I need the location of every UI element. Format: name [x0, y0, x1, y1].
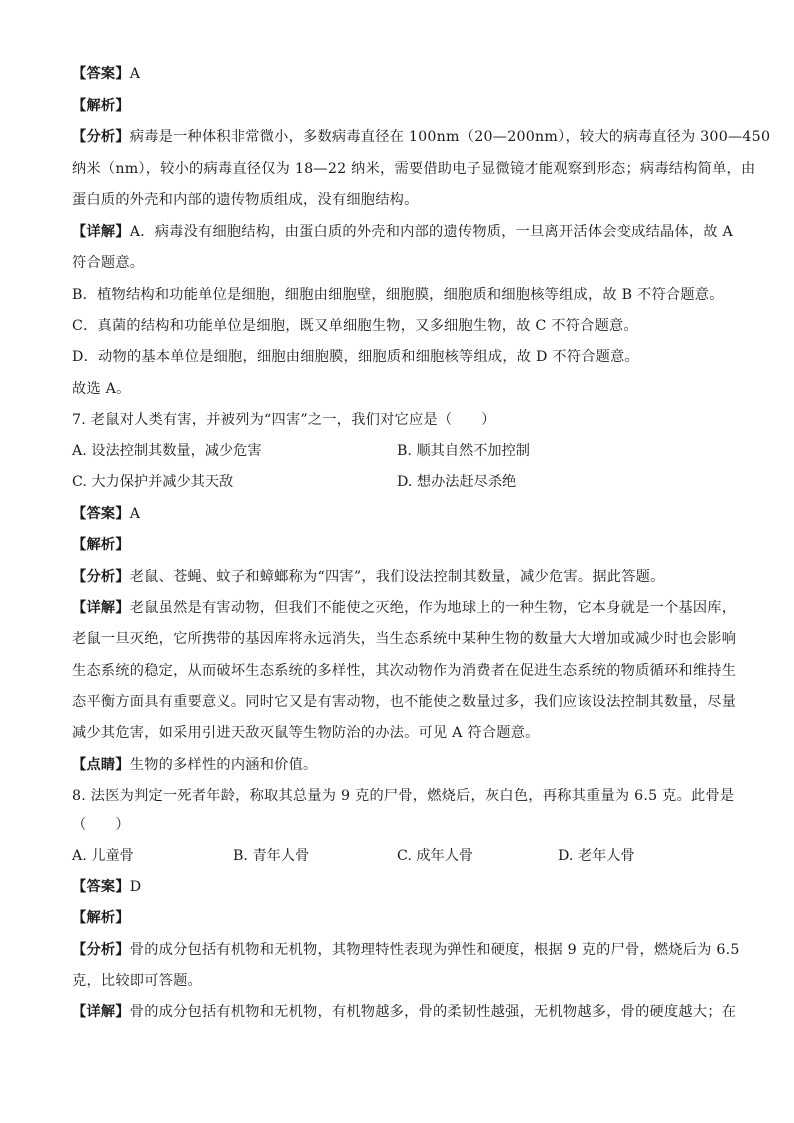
q7-fenxi-line — [72, 567, 665, 587]
xiangjie-line-2: 符合题意。 — [72, 255, 145, 271]
fenxi-line-2: 纳米（nm），较小的病毒直径仅为 18—22 纳米，需要借助电子显微镜才能观察到形态；病毒结构简单，由 — [72, 161, 756, 177]
q7-xiangjie-line-4: 态平衡方面具有重要意义。同时它又是有害动物，也不能使之数量过多，我们应该设法控制其数量，尽量 — [72, 694, 737, 710]
q7-analysis-heading: 【解析】 — [72, 537, 130, 553]
fenxi-line-3: 蛋白质的外壳和内部的遗传物质组成，没有细胞结构。 — [72, 192, 419, 208]
option-explain-d: D．动物的基本单位是细胞，细胞由细胞膜，细胞质和细胞核等组成，故 D 不符合题意。 — [72, 349, 639, 365]
fenxi-text: 病毒是一种体积非常微小，多数病毒直径在 100nm（20—200nm），较大的病毒直径为 300—450 — [129, 129, 771, 145]
fenxi-tag: 【分析】 — [72, 129, 130, 145]
q8-stem-line-1: 8. 法医为判定一死者年龄，称取其总量为 9 克的尸骨，燃烧后，灰白色，再称其重量为 6.5 克。此骨是 — [72, 788, 735, 804]
xiangjie-line-1 — [72, 222, 733, 242]
q8-option-b: B. 青年人骨 — [233, 848, 310, 864]
fenxi-line-1 — [72, 127, 770, 147]
xiangjie-tag: 【详解】 — [72, 600, 130, 616]
answer-tag: 【答案】 — [72, 879, 130, 895]
xiangjie-text: A．病毒没有细胞结构，由蛋白质的外壳和内部的遗传物质，一旦离开活体会变成结晶体，故 A — [129, 224, 734, 240]
answer-tag: 【答案】 — [72, 66, 130, 82]
q7-dianjing-line — [72, 755, 317, 775]
q7-option-c: C. 大力保护并减少其天敌 — [72, 474, 234, 490]
xiangjie-tag: 【详解】 — [72, 1004, 130, 1020]
q8-option-d: D. 老年人骨 — [558, 848, 635, 864]
xiangjie-text: 骨的成分包括有机物和无机物，有机物越多，骨的柔韧性越强，无机物越多，骨的硬度越大；在 — [129, 1004, 737, 1020]
q7-option-d: D. 想办法赶尽杀绝 — [397, 474, 517, 490]
q8-xiangjie-line — [72, 1002, 736, 1022]
q7-stem: 7. 老鼠对人类有害，并被列为“四害”之一，我们对它应是（ ） — [72, 412, 496, 428]
q8-answer-line — [72, 877, 141, 897]
answer-value: A — [129, 506, 141, 522]
q8-stem-line-2: （ ） — [72, 817, 130, 833]
dianjing-tag: 【点睛】 — [72, 757, 130, 773]
fenxi-text: 骨的成分包括有机物和无机物，其物理特性表现为弹性和硬度，根据 9 克的尸骨，燃烧后为 6.5 — [129, 942, 740, 958]
q7-xiangjie-line-2: 老鼠一旦灭绝，它所携带的基因库将永远消失，当生态系统中某种生物的数量大大增加或减少时也会影响 — [72, 631, 737, 647]
option-explain-c: C．真菌的结构和功能单位是细胞，既又单细胞生物，又多细胞生物，故 C 不符合题意。 — [72, 318, 638, 334]
q8-fenxi-line-1 — [72, 940, 740, 960]
answer-tag: 【答案】 — [72, 506, 130, 522]
q7-option-a: A. 设法控制其数量，减少危害 — [72, 443, 262, 459]
answer-line-1 — [72, 64, 140, 84]
xiangjie-text: 老鼠虽然是有害动物，但我们不能使之灭绝，作为地球上的一种生物，它本身就是一个基因库， — [129, 600, 737, 616]
q8-fenxi-line-2: 克，比较即可答题。 — [72, 973, 202, 989]
fenxi-text: 老鼠、苍蝇、蚊子和蟑螂称为“四害”，我们设法控制其数量，减少危害。据此答题。 — [129, 569, 665, 585]
q8-option-c: C. 成年人骨 — [397, 848, 474, 864]
q7-xiangjie-line-5: 减少其危害，如采用引进天敌灭鼠等生物防治的办法。可见 A 符合题意。 — [72, 725, 540, 741]
q8-option-a: A. 儿童骨 — [72, 848, 134, 864]
q8-analysis-heading: 【解析】 — [72, 910, 130, 926]
q7-option-b: B. 顺其自然不加控制 — [397, 443, 530, 459]
xiangjie-tag: 【详解】 — [72, 224, 130, 240]
q7-answer-line — [72, 504, 140, 524]
q7-xiangjie-line-1 — [72, 598, 736, 618]
answer-value: D — [129, 879, 142, 895]
fenxi-tag: 【分析】 — [72, 569, 130, 585]
analysis-heading-1: 【解析】 — [72, 98, 130, 114]
option-explain-b: B．植物结构和功能单位是细胞，细胞由细胞壁，细胞膜，细胞质和细胞核等组成，故 B 不符合题意。 — [72, 287, 724, 303]
answer-value: A — [129, 66, 141, 82]
dianjing-text: 生物的多样性的内涵和价值。 — [129, 757, 318, 773]
q7-xiangjie-line-3: 生态系统的稳定，从而破坏生态系统的多样性，其次动物作为消费者在促进生态系统的物质循环和维持生 — [72, 663, 737, 679]
fenxi-tag: 【分析】 — [72, 942, 130, 958]
conclusion-line: 故选 A。 — [72, 381, 131, 397]
